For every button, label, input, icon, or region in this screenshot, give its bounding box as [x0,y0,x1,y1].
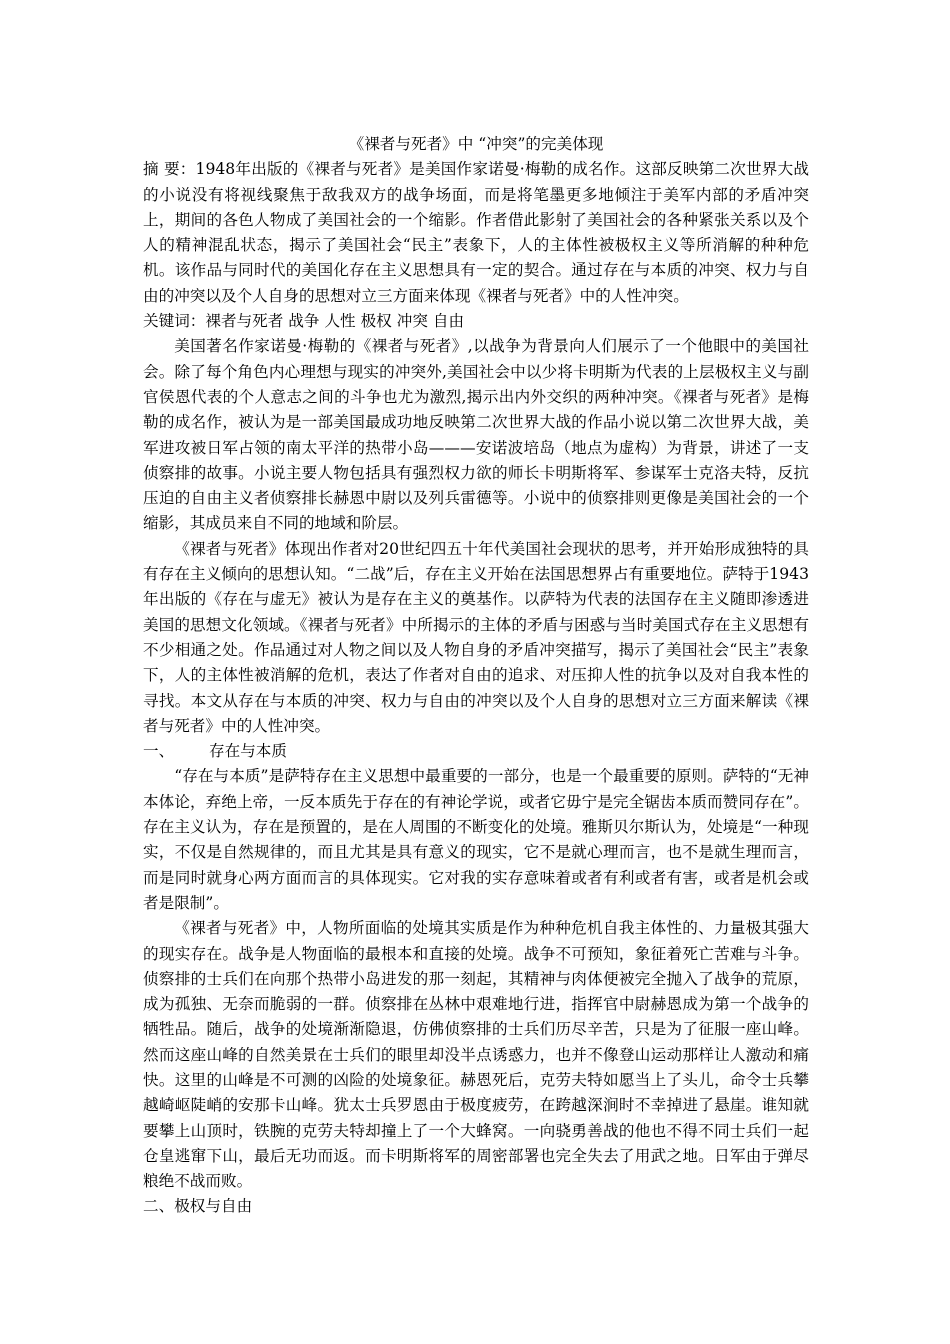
intro-paragraph-1: 美国著名作家诺曼·梅勒的《裸者与死者》,以战争为背景向人们展示了一个他眼中的美国社会。除了每个角色内心理想与现实的冲突外,美国社会中以少将卡明斯为代表的上层极权主义与副官侯恩代表的个人意志之间的斗争也尤为激烈,揭示出内外交织的两种冲突。《裸者与死者》是梅勒的成名作，被认为是一部美国最成功地反映第二次世界大战的作品小说以第二次世界大战，美军进攻被日军占领的南太平洋的热带小岛———安诺波培岛（地点为虚构）为背景，讲述了一支侦察排的故事。小说主要人物包括具有强烈权力欲的师长卡明斯将军、参谋军士克洛夫特，反抗压迫的自由主义者侦察排长赫恩中尉以及列兵雷德等。小说中的侦察排则更像是美国社会的一个缩影，其成员来自不同的地域和阶层。 [143,337,809,533]
abstract: 摘 要：1948年出版的《裸者与死者》是美国作家诺曼·梅勒的成名作。这部反映第二次世界大战的小说没有将视线聚焦于敌我双方的战争场面，而是将笔墨更多地倾注于美军内部的矛盾冲突上，期间的各色人物成了美国社会的一个缩影。作者借此影射了美国社会的各种紧张关系以及个人的精神混乱状态，揭示了美国社会“民主”表象下，人的主体性被极权主义等所消解的种种危机。该作品与同时代的美国化存在主义思想具有一定的契合。通过存在与本质的冲突、权力与自由的冲突以及个人自身的思想对立三方面来体现《裸者与死者》中的人性冲突。 [143,160,809,305]
section1-paragraph-1: “存在与本质”是萨特存在主义思想中最重要的一部分，也是一个最重要的原则。萨特的“无神本体论，弃绝上帝，一反本质先于存在的有神论学说，或者它毋宁是完全锯齿本质而赞同存在”。存在主义认为，存在是预置的，是在人周围的不断变化的处境。雅斯贝尔斯认为，处境是“一种现实，不仅是自然规律的，而且尤其是具有意义的现实，它不是就心理而言，也不是就生理而言，而是同时就身心两方面而言的具体现实。它对我的实存意味着或者有利或者有害，或者是机会或者是限制”。 [143,767,809,912]
intro-paragraph-2: 《裸者与死者》体现出作者对20世纪四五十年代美国社会现状的思考，并开始形成独特的具有存在主义倾向的思想认知。“二战”后，存在主义开始在法国思想界占有重要地位。萨特于1943年出版的《存在与虚无》被认为是存在主义的奠基作。以萨特为代表的法国存在主义随即渗透进美国的思想文化领域。《裸者与死者》中所揭示的主体的矛盾与困惑与当时美国式存在主义思想有不少相通之处。作品通过对人物之间以及人物自身的矛盾冲突描写，揭示了美国社会“民主”表象下，人的主体性被消解的危机，表达了作者对自由的追求、对压抑人性的抗争以及对自我本性的寻找。本文从存在与本质的冲突、权力与自由的冲突以及个人自身的思想对立三方面来解读《裸者与死者》中的人性冲突。 [143,539,809,735]
section-heading-1 [143,739,809,764]
section-title: 存在与本质 [209,742,287,761]
document-page [143,132,809,1220]
document-title: 《裸者与死者》中 “冲突”的完美体现 [348,135,604,153]
section-heading-2: 二、极权与自由 [143,1197,253,1216]
section-number: 一、 [143,742,175,761]
keywords: 关键词：裸者与死者 战争 人性 极权 冲突 自由 [143,312,465,331]
section1-paragraph-2: 《裸者与死者》中，人物所面临的处境其实质是作为种种危机自我主体性的、力量极其强大的现实存在。战争是人物面临的最根本和直接的处境。战争不可预知，象征着死亡苦难与斗争。侦察排的士兵们在向那个热带小岛进发的那一刻起，其精神与肉体便被完全抛入了战争的荒原，成为孤独、无奈而脆弱的一群。侦察排在丛林中艰难地行进，指挥官中尉赫恩成为第一个战争的牺牲品。随后，战争的处境渐渐隐退，仿佛侦察排的士兵们历尽辛苦，只是为了征服一座山峰。然而这座山峰的自然美景在士兵们的眼里却没半点诱惑力，也并不像登山运动那样让人激动和痛快。这里的山峰是不可测的凶险的处境象征。赫恩死后，克劳夫特如愿当上了头儿，命令士兵攀越崎岖陡峭的安那卡山峰。犹太士兵罗恩由于极度疲劳，在跨越深涧时不幸掉进了悬崖。谁知就要攀上山顶时，铁腕的克劳夫特却撞上了一个大蜂窝。一向骁勇善战的他也不得不同士兵们一起仓皇逃窜下山，最后无功而返。而卡明斯将军的周密部署也完全失去了用武之地。日军由于弹尽粮绝不战而败。 [143,919,809,1191]
